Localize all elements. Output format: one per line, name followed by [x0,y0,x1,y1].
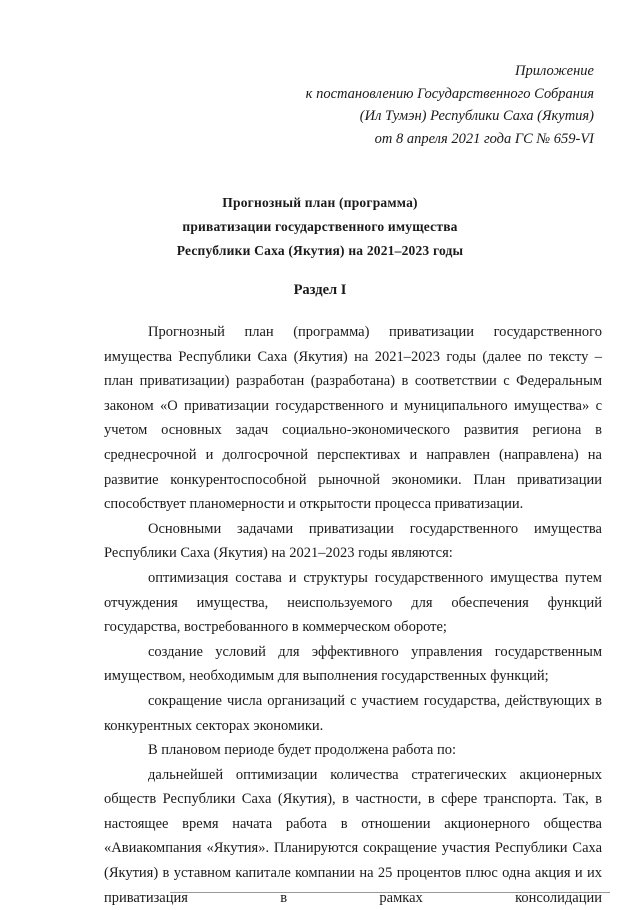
document-title [0,191,640,263]
title-line-1: Прогнозный план (программа) [222,195,418,210]
appendix-header [306,60,594,150]
page-bottom-rule [170,892,610,893]
title-line-2: приватизации государственного имущества [182,219,458,234]
paragraph-optimization: дальнейшей оптимизации количества стратегических акционерных обществ Республики Саха (Якутия), в частности, в сфере транспорта. Так, в настоящее время начата работа в отношении акционерного общества «Авиакомпания «Якутия». Планируются сокращение участия Республики Саха (Якутия) в уставном капитале компании на 25 процентов плюс одна акция и их приватизация в рамках консолидации [104,766,602,906]
appendix-label: Приложение [515,63,594,79]
section-heading: Раздел I [293,282,347,298]
paragraph-task-1: оптимизация состава и структуры государственного имущества путем отчуждения имущества, неиспользуемого для обеспечения функций государства, востребованного в коммерческом обороте; [104,569,602,636]
paragraph-task-2: создание условий для эффективного управления государственным имуществом, необходимым для выполнения государственных функций; [104,643,602,685]
parliament-name: (Ил Тумэн) Республики Саха (Якутия) [359,108,594,124]
body-text [104,320,602,910]
resolution-date-number: от 8 апреля 2021 года ГС № 659-VI [374,130,594,147]
paragraph-planned-work: В плановом периоде будет продолжена работа по: [148,742,457,759]
paragraph-tasks-intro: Основными задачами приватизации государственного имущества Республики Саха (Якутия) на 2021–2023 годы являются: [104,520,602,562]
resolution-reference: к постановлению Государственного Собрания [305,85,594,102]
title-line-3: Республики Саха (Якутия) на 2021–2023 годы [176,243,464,258]
paragraph-intro: Прогнозный план (программа) приватизации государственного имущества Республики Саха (Якутия) на 2021–2023 годы (далее по тексту – план приватизации) разработан (разработана) в соответствии с Федеральным законом «О приватизации государственного и муниципального имущества» с учетом основных задач социально-экономического развития региона в среднесрочной и долгосрочной перспективах и направлен (направлена) на развитие конкурентоспособной рыночной экономики. План приватизации способствует планомерности и открытости процесса приватизации. [104,324,602,513]
paragraph-task-3: сокращение числа организаций с участием государства, действующих в конкурентных секторах экономики. [104,692,602,734]
